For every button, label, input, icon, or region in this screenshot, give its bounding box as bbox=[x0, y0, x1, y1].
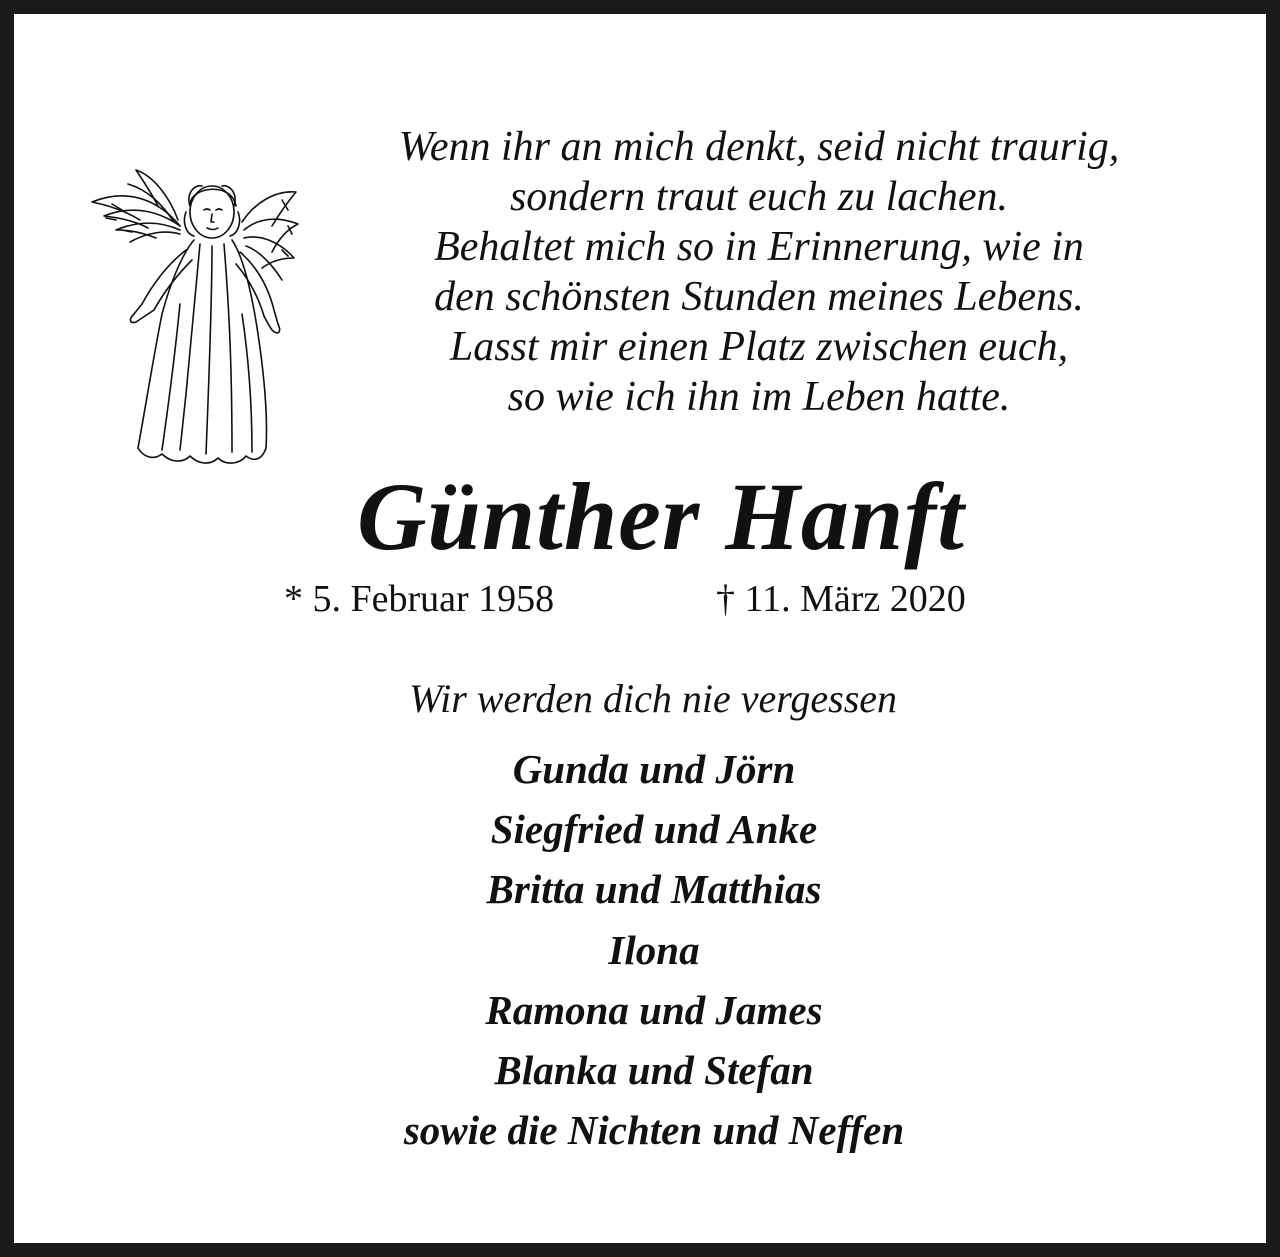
mourner-entry: sowie die Nichten und Neffen bbox=[403, 1107, 905, 1154]
poem-line: Lasst mir einen Platz zwischen euch, bbox=[449, 324, 1069, 370]
poem-line: so wie ich ihn im Leben hatte. bbox=[507, 374, 1011, 420]
mourner-entry: Britta und Matthias bbox=[486, 866, 822, 913]
mourner-entry: Gunda und Jörn bbox=[512, 746, 796, 792]
poem-line: Behaltet mich so in Erinnerung, wie in bbox=[434, 224, 1084, 270]
angel-illustration bbox=[82, 164, 307, 469]
mourner-entry: Ramona und James bbox=[485, 986, 823, 1033]
poem-line: den schönsten Stunden meines Lebens. bbox=[434, 274, 1084, 320]
poem-line: Wenn ihr an mich denkt, seid nicht traurig, bbox=[398, 124, 1120, 170]
mourner-entry: Ilona bbox=[608, 926, 700, 973]
poem bbox=[314, 122, 1204, 422]
motto: Wir werden dich nie vergessen bbox=[408, 676, 898, 721]
birth-date: * 5. Februar 1958 bbox=[284, 578, 555, 620]
mourner-entry: Blanka und Stefan bbox=[494, 1047, 814, 1094]
poem-line: sondern traut euch zu lachen. bbox=[509, 174, 1009, 220]
mourners-list bbox=[14, 739, 1280, 1160]
death-date: † 11. März 2020 bbox=[716, 578, 966, 620]
mourner-entry: Siegfried und Anke bbox=[490, 806, 818, 853]
deceased-name: Günther Hanft bbox=[357, 463, 965, 570]
